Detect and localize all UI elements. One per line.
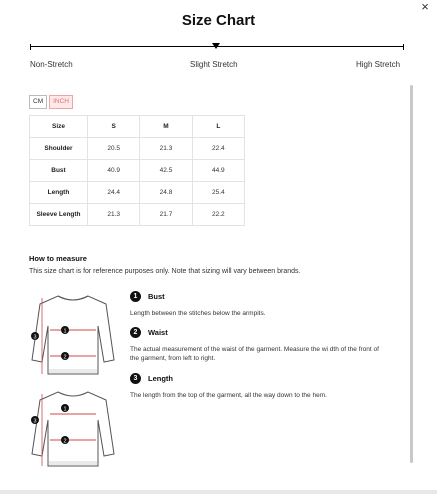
sweater-diagram-bust-waist — [28, 290, 118, 386]
unit-toggle — [29, 95, 73, 109]
measure-item-description: The length from the top of the garment, all the way down to the hem. — [130, 392, 327, 399]
scrollbar[interactable] — [410, 85, 413, 463]
table-row — [30, 182, 245, 204]
svg-text:2: 2 — [63, 354, 67, 361]
table-cell: 21.3 — [140, 138, 192, 160]
svg-text:1: 1 — [63, 328, 67, 335]
svg-text:2: 2 — [63, 438, 67, 445]
measure-item-bust — [130, 291, 380, 318]
table-cell: 42.5 — [140, 160, 192, 182]
table-cell: 24.4 — [88, 182, 140, 204]
table-row-label: Bust — [30, 160, 88, 182]
svg-text:3: 3 — [33, 418, 37, 425]
stretch-label-non: Non-Stretch — [30, 60, 73, 69]
table-row-label: Sleeve Length — [30, 204, 88, 226]
table-row-label: Length — [30, 182, 88, 204]
table-row-label: Shoulder — [30, 138, 88, 160]
table-cell: 44.9 — [192, 160, 244, 182]
number-one-icon: 1 — [130, 291, 141, 302]
number-three-icon: 3 — [130, 373, 141, 384]
stretch-label-slight: Slight Stretch — [190, 60, 238, 69]
table-cell: 22.4 — [192, 138, 244, 160]
stretch-selected-marker — [212, 43, 220, 49]
svg-text:1: 1 — [63, 406, 67, 413]
number-two-icon: 2 — [130, 327, 141, 338]
stretch-tick — [403, 44, 404, 50]
svg-text:3: 3 — [33, 334, 37, 341]
bottom-edge — [0, 490, 437, 494]
measure-item-length — [130, 373, 380, 400]
table-cell: 20.5 — [88, 138, 140, 160]
table-row — [30, 204, 245, 226]
table-row — [30, 138, 245, 160]
table-header: L — [192, 116, 244, 138]
unit-cm-button[interactable]: CM — [29, 95, 47, 109]
close-button[interactable]: × — [421, 0, 429, 14]
measure-item-name: Length — [148, 374, 173, 383]
how-to-measure-note: This size chart is for reference purposes only. Note that sizing will vary between brands. — [29, 268, 301, 275]
measure-item-waist — [130, 327, 380, 363]
stretch-label-high: High Stretch — [356, 60, 401, 69]
table-header: Size — [30, 116, 88, 138]
unit-inch-button[interactable]: INCH — [49, 95, 73, 109]
measure-item-name: Waist — [148, 328, 168, 337]
table-header: M — [140, 116, 192, 138]
table-cell: 22.2 — [192, 204, 244, 226]
table-cell: 40.9 — [88, 160, 140, 182]
table-cell: 25.4 — [192, 182, 244, 204]
table-header-row — [30, 116, 245, 138]
table-cell: 24.8 — [140, 182, 192, 204]
stretch-tick — [30, 44, 31, 50]
measure-item-description: Length between the stitches below the armpits. — [130, 310, 266, 317]
measure-item-name: Bust — [148, 292, 165, 301]
table-cell: 21.3 — [88, 204, 140, 226]
measure-item-description: The actual measurement of the waist of the garment. Measure the wi dth of the front of the garment, from left to right. — [130, 346, 379, 362]
table-row — [30, 160, 245, 182]
sweater-diagram-length — [28, 388, 118, 472]
size-table — [29, 115, 245, 226]
how-to-measure-title: How to measure — [29, 254, 87, 263]
dialog-title: Size Chart — [181, 12, 256, 29]
table-header: S — [88, 116, 140, 138]
table-cell: 21.7 — [140, 204, 192, 226]
